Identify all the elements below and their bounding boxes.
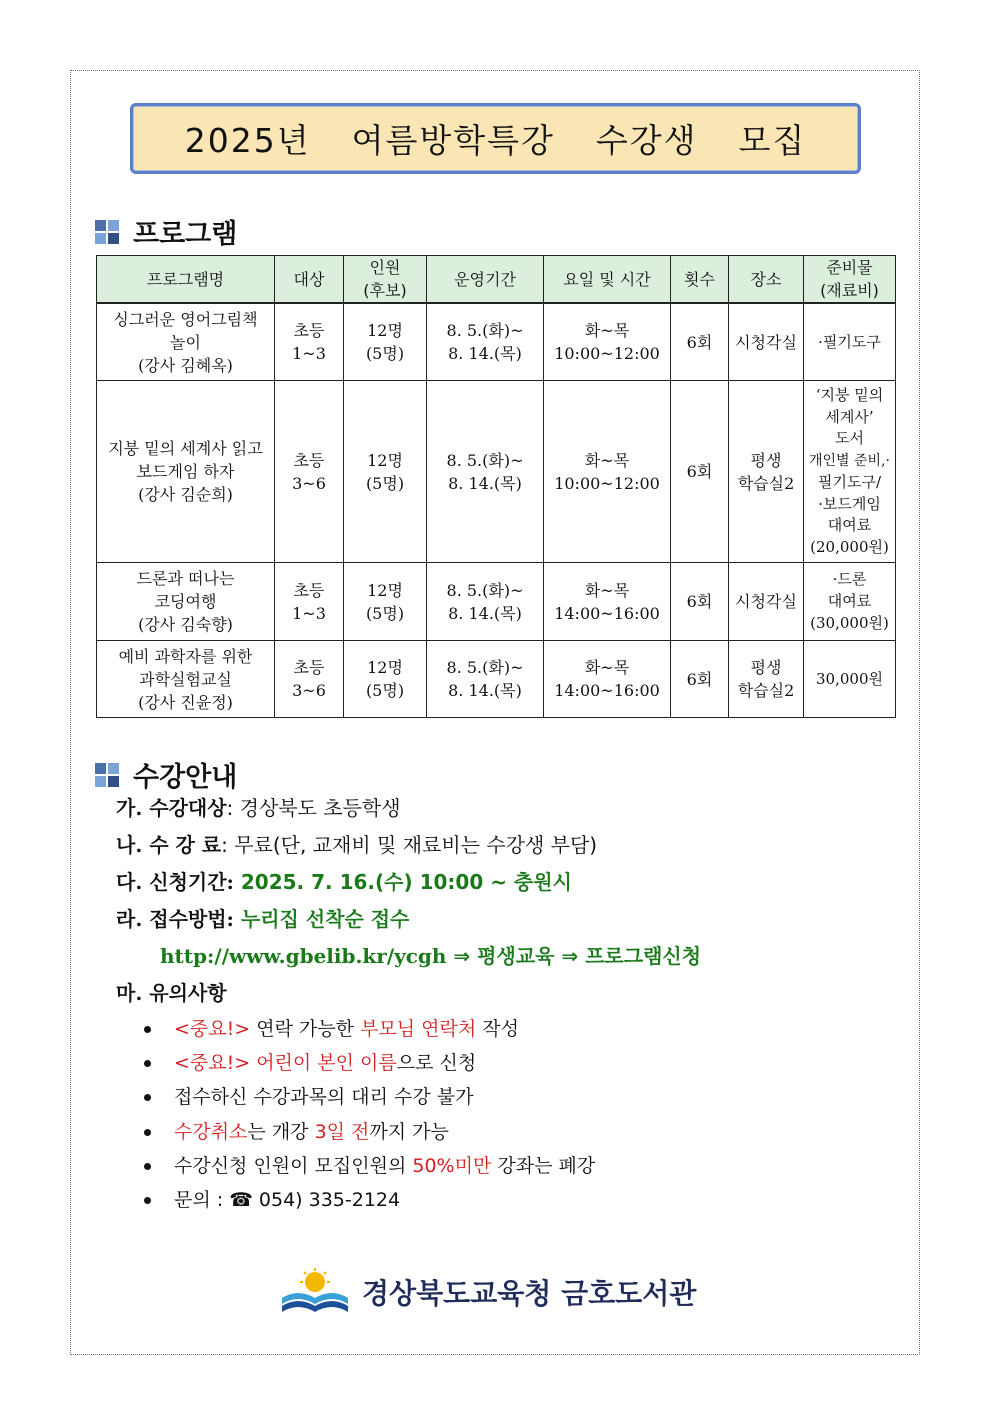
list-item xyxy=(144,1046,876,1080)
table-row xyxy=(97,381,896,563)
note-emphasis: 부모님 연락처 xyxy=(360,1018,477,1040)
instructor: (강사 김순희) xyxy=(138,485,233,505)
cell-place xyxy=(729,381,804,563)
cell-period xyxy=(427,303,544,381)
cell-materials xyxy=(804,381,896,563)
list-item xyxy=(144,1115,876,1149)
cell-count: 6회 xyxy=(671,641,729,718)
material-line: 30,000원 xyxy=(816,669,883,688)
cell-program-name xyxy=(97,303,275,381)
section-guide-label: 수강안내 xyxy=(133,762,238,793)
url-path: ⇒ 평생교육 ⇒ 프로그램신청 xyxy=(446,944,702,968)
time: 14:00~16:00 xyxy=(554,603,660,623)
cell-place xyxy=(729,641,804,718)
material-line: 필기도구/ xyxy=(817,472,881,491)
name-line: 지붕 밑의 세계사 읽고 xyxy=(108,439,263,459)
header-name: 프로그램명 xyxy=(97,256,275,304)
note-emphasis: 50%미만 xyxy=(412,1154,492,1177)
target-line: 3~6 xyxy=(292,473,326,493)
place-line: 학습실2 xyxy=(737,681,795,701)
guide-value: 2025. 7. 16.(수) 10:00 ~ 충원시 xyxy=(240,870,572,894)
note-emphasis: 3일 전 xyxy=(314,1120,370,1143)
capacity-line: 12명 xyxy=(367,450,403,470)
library-name: 경상북도교육청 금호도서관 xyxy=(362,1277,697,1310)
header-materials-2: (재료비) xyxy=(820,281,879,301)
cell-program-name xyxy=(97,381,275,563)
header-target: 대상 xyxy=(275,256,344,304)
capacity-line: 12명 xyxy=(367,321,403,341)
header-period: 운영기간 xyxy=(427,256,544,304)
note-text: 수강신청 인원이 모집인원의 xyxy=(174,1154,413,1177)
name-line: 놀이 xyxy=(170,332,201,352)
capacity-line: 12명 xyxy=(367,658,403,678)
instructor: (강사 진윤정) xyxy=(138,692,233,712)
homepage-link[interactable]: http://www.gbelib.kr/ycgh xyxy=(160,944,447,968)
capacity-line: 12명 xyxy=(367,580,403,600)
place-line: 학습실2 xyxy=(737,473,795,493)
material-line: 대여료 xyxy=(827,516,872,535)
days: 화~목 xyxy=(584,580,630,600)
cell-materials xyxy=(804,641,896,718)
table-row xyxy=(97,563,896,641)
guide-label: 마. 유의사항 xyxy=(116,981,227,1005)
note-text: 접수하신 수강과목의 대리 수강 불가 xyxy=(174,1086,474,1109)
cell-capacity xyxy=(344,563,427,641)
cell-place xyxy=(729,303,804,381)
time: 10:00~12:00 xyxy=(554,344,660,364)
place-line: 시청각실 xyxy=(735,332,797,352)
time: 10:00~12:00 xyxy=(554,473,660,493)
section-program-heading xyxy=(95,212,237,251)
note-emphasis: <중요!> 어린이 본인 이름 xyxy=(174,1052,397,1075)
grid-square-icon xyxy=(95,763,119,787)
capacity-line: (5명) xyxy=(365,344,405,364)
period-line: 8. 14.(목) xyxy=(448,473,522,493)
material-line: 도서 xyxy=(835,429,864,448)
name-line: 보드게임 하자 xyxy=(136,462,235,482)
days: 화~목 xyxy=(584,321,630,341)
target-line: 1~3 xyxy=(292,603,326,623)
note-text: 연락 가능한 xyxy=(250,1018,361,1040)
guide-label: 라. 접수방법 xyxy=(116,907,227,931)
note-text: 작성 xyxy=(476,1018,519,1040)
time: 14:00~16:00 xyxy=(554,681,660,701)
guide-value: : 무료(단, 교재비 및 재료비는 수강생 부담) xyxy=(221,833,598,857)
name-line: 싱그러운 영어그림책 xyxy=(113,309,258,329)
page-title xyxy=(130,103,861,174)
target-line: 초등 xyxy=(293,580,325,600)
cell-schedule xyxy=(544,381,671,563)
instructor: (강사 김혜옥) xyxy=(138,355,233,375)
grid-square-icon xyxy=(95,220,119,244)
guide-period: 다. 신청기간: 2025. 7. 16.(수) 10:00 ~ 충원시 xyxy=(116,870,572,894)
material-line: (20,000원) xyxy=(810,538,889,557)
place-line: 평생 xyxy=(750,658,782,678)
page-title-text: 2025년 여름방학특강 수강생 모집 xyxy=(184,121,807,160)
note-text: 강좌는 폐강 xyxy=(491,1154,596,1177)
cell-capacity xyxy=(344,641,427,718)
header-capacity xyxy=(344,256,427,304)
guide-target xyxy=(116,790,876,827)
instructor: (강사 김숙향) xyxy=(138,615,233,635)
cell-target xyxy=(275,563,344,641)
cell-period xyxy=(427,641,544,718)
name-line: 과학실험교실 xyxy=(139,669,232,689)
list-item xyxy=(144,1080,876,1114)
table-row xyxy=(97,641,896,718)
period-line: 8. 14.(목) xyxy=(448,603,522,623)
program-table xyxy=(96,255,896,718)
guide-method: 라. 접수방법: 누리집 선착순 접수 xyxy=(116,907,410,931)
cell-schedule xyxy=(544,563,671,641)
cell-target xyxy=(275,381,344,563)
note-emphasis: 수강취소 xyxy=(174,1120,248,1143)
period-line: 8. 5.(화)~ xyxy=(446,321,524,341)
cell-program-name xyxy=(97,563,275,641)
book-sun-icon xyxy=(280,1268,350,1316)
name-line: 드론과 떠나는 xyxy=(136,569,235,589)
cell-program-name xyxy=(97,641,275,718)
material-line: 대여료 xyxy=(827,592,872,610)
table-row xyxy=(97,303,896,381)
list-item xyxy=(144,1012,876,1046)
period-line: 8. 14.(목) xyxy=(448,681,522,701)
cell-count: 6회 xyxy=(671,381,729,563)
section-guide-heading xyxy=(95,755,237,794)
cell-target xyxy=(275,303,344,381)
header-materials xyxy=(804,256,896,304)
guide-label: 가. 수강대상 xyxy=(116,796,227,820)
note-text: 는 개강 xyxy=(247,1120,315,1143)
days: 화~목 xyxy=(584,658,630,678)
guide-url-line xyxy=(116,938,876,975)
cell-schedule xyxy=(544,641,671,718)
place-line: 평생 xyxy=(750,450,782,470)
table-header-row xyxy=(97,256,896,304)
cell-schedule xyxy=(544,303,671,381)
guide-notes-title xyxy=(116,975,876,1012)
header-capacity-2: (후보) xyxy=(363,281,407,301)
notes-list xyxy=(116,1012,876,1217)
cell-period xyxy=(427,381,544,563)
cell-target xyxy=(275,641,344,718)
header-count: 횟수 xyxy=(671,256,729,304)
period-line: 8. 5.(화)~ xyxy=(446,658,524,678)
contact-phone: 문의 : ☎ 054) 335-2124 xyxy=(174,1188,401,1211)
header-schedule: 요일 및 시간 xyxy=(544,256,671,304)
guide-fee xyxy=(116,827,876,864)
guide-value: 누리집 선착순 접수 xyxy=(240,907,410,931)
target-line: 초등 xyxy=(293,321,325,341)
target-line: 초등 xyxy=(293,658,325,678)
cell-count: 6회 xyxy=(671,563,729,641)
material-line: ·필기도구 xyxy=(818,332,881,351)
capacity-line: (5명) xyxy=(365,473,405,493)
place-line: 시청각실 xyxy=(735,592,797,612)
material-line: ‘지붕 밑의 xyxy=(815,385,884,404)
list-item xyxy=(144,1183,876,1217)
cell-period xyxy=(427,563,544,641)
list-item xyxy=(144,1149,876,1183)
material-line: 개인별 준비,· xyxy=(809,453,890,470)
period-line: 8. 14.(목) xyxy=(448,344,522,364)
cell-count: 6회 xyxy=(671,303,729,381)
note-text: 으로 신청 xyxy=(396,1052,477,1075)
header-place: 장소 xyxy=(729,256,804,304)
period-line: 8. 5.(화)~ xyxy=(446,450,524,470)
cell-capacity xyxy=(344,303,427,381)
guide-list xyxy=(116,790,876,1217)
material-line: (30,000원) xyxy=(810,613,889,632)
library-logo xyxy=(280,1268,696,1316)
note-text: 까지 가능 xyxy=(369,1120,449,1143)
material-line: 세계사’ xyxy=(825,407,874,426)
header-capacity-1: 인원 xyxy=(369,258,401,277)
material-line: ·드론 xyxy=(832,570,867,589)
header-materials-1: 준비물 xyxy=(826,258,873,277)
days: 화~목 xyxy=(584,450,630,470)
cell-place xyxy=(729,563,804,641)
capacity-line: (5명) xyxy=(365,681,405,701)
cell-materials xyxy=(804,563,896,641)
note-emphasis: <중요!> xyxy=(174,1018,251,1040)
cell-capacity xyxy=(344,381,427,563)
cell-materials xyxy=(804,303,896,381)
target-line: 1~3 xyxy=(292,344,326,364)
guide-label: 나. 수 강 료 xyxy=(116,833,222,857)
name-line: 예비 과학자를 위한 xyxy=(118,646,253,666)
period-line: 8. 5.(화)~ xyxy=(446,580,524,600)
section-program-label: 프로그램 xyxy=(133,219,238,250)
name-line: 코딩여행 xyxy=(154,592,217,612)
target-line: 초등 xyxy=(293,450,325,470)
capacity-line: (5명) xyxy=(365,603,405,623)
material-line: ·보드게임 xyxy=(818,494,881,513)
guide-label: 다. 신청기간 xyxy=(116,870,227,894)
guide-value: : 경상북도 초등학생 xyxy=(226,796,401,820)
target-line: 3~6 xyxy=(292,681,326,701)
